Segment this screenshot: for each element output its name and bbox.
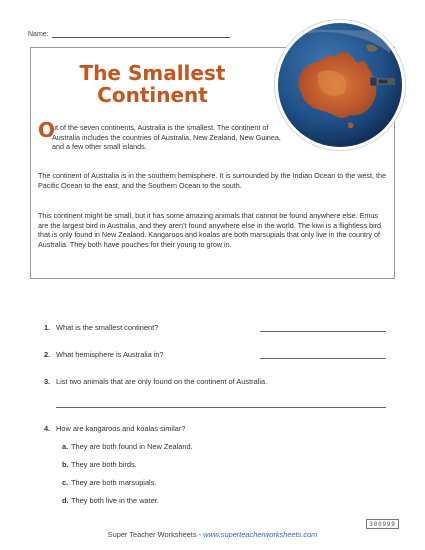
option-d[interactable]	[62, 496, 159, 505]
option-b[interactable]	[62, 460, 137, 469]
option-letter: c.	[62, 478, 69, 487]
title-line-2: Continent	[97, 83, 208, 107]
paragraph-1	[38, 118, 288, 152]
option-text: They both live in the water.	[71, 496, 159, 505]
paragraph-2: The continent of Australia is in the southern hemisphere. It is surrounded by the Indian Ocean to the west, the Pacific Ocean to the east, and the Southern Ocean to the south.	[38, 171, 386, 190]
question-number: 3.	[44, 377, 51, 386]
option-text: They are both birds.	[71, 460, 137, 469]
drop-cap: O	[38, 118, 56, 142]
answer-line-3[interactable]	[56, 407, 386, 408]
paragraph-3: This continent might be small, but it has some amazing animals that cannot be found anywhere else. Emus are the largest bird in Australia, and they aren’t found anywhere else in the world. The kiwi is a flightless bird that is only found in New Zealand. Kangaroos and koalas are both marsupials that only live in the country of Australia. They both have pouches for their young to grow in.	[38, 211, 382, 249]
question-number: 2.	[44, 350, 51, 359]
footer	[0, 530, 425, 539]
page-title	[0, 62, 305, 106]
option-a[interactable]	[62, 442, 193, 451]
option-text: They are both marsupials.	[71, 478, 157, 487]
footer-link[interactable]: www.superteacherworksheets.com	[203, 530, 318, 539]
worksheet-code: 300999	[366, 519, 399, 529]
question-text: What is the smallest continent?	[56, 323, 159, 332]
option-letter: a.	[62, 442, 69, 451]
question-3	[44, 377, 267, 386]
name-input-line[interactable]	[52, 30, 230, 38]
question-text: How are kangaroos and koalas similar?	[56, 424, 186, 433]
question-text: What hemisphere is Australia in?	[56, 350, 164, 359]
name-field-row	[28, 30, 230, 38]
answer-line-1[interactable]	[260, 331, 386, 332]
question-text: List two animals that are only found on the continent of Australia.	[56, 377, 268, 386]
question-number: 1.	[44, 323, 51, 332]
option-letter: b.	[62, 460, 69, 469]
question-number: 4.	[44, 424, 51, 433]
question-2	[44, 350, 164, 359]
paragraph-1-text: ut of the seven continents, Australia is the smallest. The continent of Australia includes the countries of Australia, New Zealand, New Guinea, and a few other small islands.	[52, 123, 281, 152]
question-4	[44, 424, 185, 433]
name-label: Name:	[28, 31, 49, 38]
footer-brand: Super Teacher Worksheets -	[107, 530, 204, 539]
option-letter: d.	[62, 496, 69, 505]
option-c[interactable]	[62, 478, 156, 487]
question-1	[44, 323, 158, 332]
answer-line-2[interactable]	[260, 358, 386, 359]
title-line-1: The Smallest	[79, 61, 226, 85]
option-text: They are both found in New Zealand.	[71, 442, 193, 451]
